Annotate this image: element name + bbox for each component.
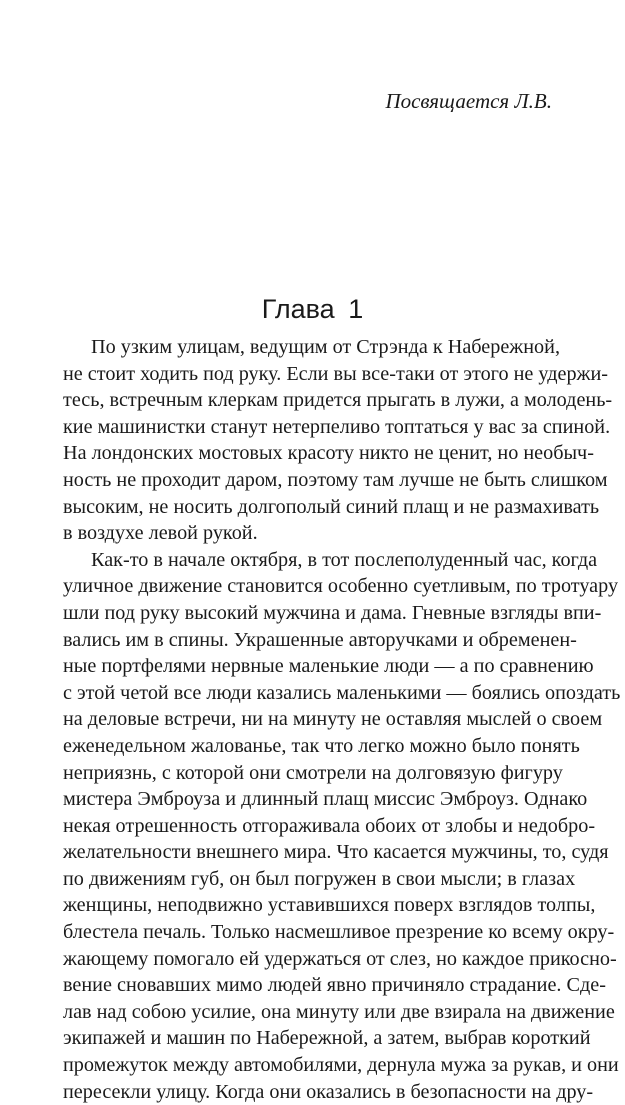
text-line: мистера Эмброуза и длинный плащ миссис Эмброуз. Однако	[63, 788, 588, 811]
text-line: По узким улицам, ведущим от Стрэнда к Набережной,	[91, 336, 560, 358]
text-line: еженедельном жалованье, так что легко можно было понять	[63, 734, 580, 757]
paragraph-1	[63, 334, 613, 547]
paragraph-2	[63, 547, 621, 1105]
chapter-body	[63, 334, 621, 1105]
text-line: ные портфелями нервные маленькие люди — а по сравнению	[63, 655, 594, 678]
text-line: вались им в спины. Украшенные авторучками и обременен-	[63, 628, 577, 651]
text-line: шли под руку высокий мужчина и дама. Гневные взгляды впи-	[63, 601, 602, 624]
text-line: экипажей и машин по Набережной, а затем, выбрав короткий	[63, 1027, 591, 1050]
text-line: некая отрешенность отгораживала обоих от злобы и недобро-	[63, 814, 596, 837]
text-line: Как-то в начале октября, в тот послеполуденный час, когда	[91, 548, 598, 571]
text-line: На лондонских мостовых красоту никто не ценит, но необыч-	[63, 442, 594, 465]
text-line: по движениям губ, он был погружен в свои мысли; в глазах	[63, 867, 576, 890]
text-line: пересекли улицу. Когда они оказались в безопасности на дру-	[63, 1080, 594, 1103]
text-line: промежуток между автомобилями, дернула мужа за рукав, и они	[63, 1054, 619, 1077]
text-line: блестела печаль. Только насмешливое презрение ко всему окру-	[63, 921, 615, 944]
text-line: кие машинистки станут нетерпеливо топтаться у вас за спиной.	[63, 415, 611, 438]
text-line: уличное движение становится особенно суетливым, по тротуару	[63, 575, 619, 598]
text-line: не стоит ходить под руку. Если вы все-таки от этого не удержи-	[63, 362, 609, 385]
text-line: жающему помогало ей удержаться от слез, но каждое прикосно-	[63, 947, 617, 970]
text-line: на деловые встречи, ни на минуту не оставляя мыслей о своем	[63, 708, 603, 731]
dedication: Посвящается Л.В.	[385, 89, 552, 113]
text-line: женщины, неподвижно уставившихся поверх взглядов толпы,	[63, 894, 596, 917]
text-line: в воздухе левой рукой.	[63, 522, 258, 545]
text-line: с этой четой все люди казались маленькими — боялись опоздать	[63, 681, 621, 704]
text-line: ность не проходит даром, поэтому там лучше не быть слишком	[63, 468, 608, 491]
text-line: вение сновавших мимо людей явно причиняло страдание. Сде-	[63, 974, 606, 997]
text-line: неприязнь, с которой они смотрели на долговязую фигуру	[63, 761, 563, 784]
text-line: лав над собою усилие, она минуту или две взирала на движение	[63, 1000, 615, 1023]
chapter-title: Глава 1	[261, 294, 364, 324]
text-line: высоким, не носить долгополый синий плащ и не размахивать	[63, 495, 600, 518]
text-line: желательности внешнего мира. Что касается мужчины, то, судя	[63, 841, 609, 864]
text-line: тесь, встречным клеркам придется прыгать в лужи, а молодень-	[63, 389, 613, 412]
